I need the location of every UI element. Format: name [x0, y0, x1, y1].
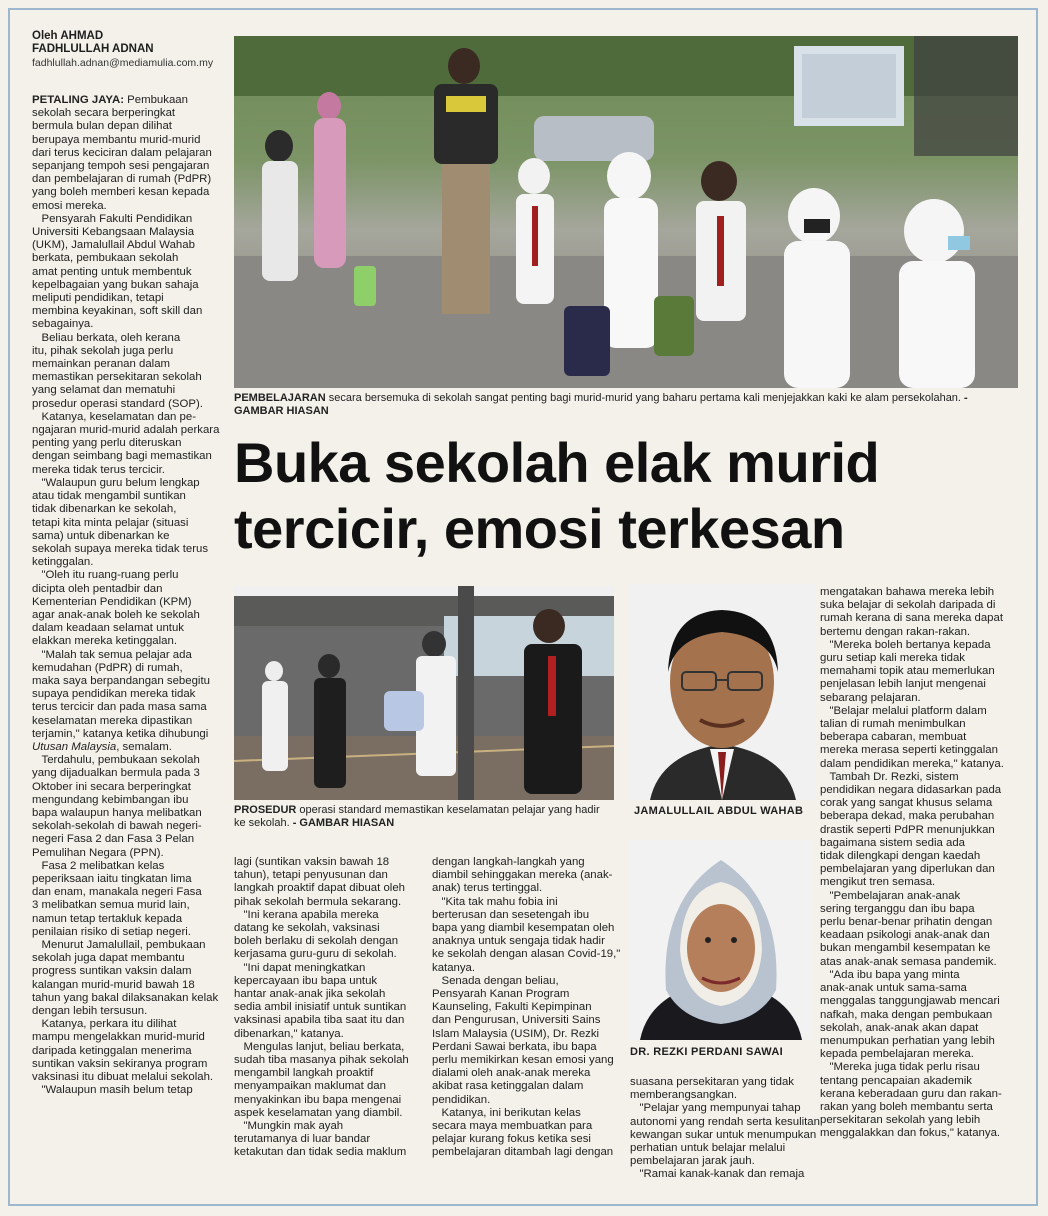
headline: Buka sekolah elak murid tercicir, emosi terkesan	[234, 431, 880, 560]
portrait-rezki	[630, 840, 812, 1040]
portrait-1-name: JAMALULLAIL ABDUL WAHAB	[634, 805, 804, 817]
article-column-1	[32, 94, 228, 1097]
caption-2-credit: - GAMBAR HIASAN	[289, 817, 395, 829]
portrait-2-name: DR. REZKI PERDANI SAWAI	[630, 1046, 783, 1058]
article-column-5: mengatakan bahawa mereka lebih suka belajar di sekolah daripada di rumah kerana di sana mereka dapat bertemu dengan rakan-rakan. "Mereka boleh bertanya kepada guru setiap kali mereka tidak memahami topik atau memerlukan penjelasan lebih lanjut mengenai sebarang pelajaran. "Belajar melalui platform dalam talian di rumah menimbulkan beberapa cabaran, membuat mereka merasa seperti ketinggalan dalam pendidikan mereka," katanya. Tambah Dr. Rezki, sistem pendidikan negara didasarkan pada corak yang sangat khusus selama beberapa dekad, maka perubahan drastik seperti PdPR menunjukkan bagaimana sistem sedia ada tidak dilengkapi dengan kaedah pembelajaran yang diperlukan dan mengikut tren semasa. "Pembelajaran anak-anak sering terganggu dan ibu bapa perlu benar-benar prihatin dengan keadaan psikologi anak-anak dan bukan mengambil kesempatan ke atas anak-anak semasa pandemik. "Ada ibu bapa yang minta anak-anak untuk sama-sama menggalas tanggungjawab mencari nafkah, maka dengan pembukaan sekolah, anak-anak akan dapat menumpukan perhatian yang lebih kepada pembelajaran mereka. "Mereka juga tidak perlu risau tentang pencapaian akademik kerana keberadaan guru dan rakan- rakan yang boleh membantu serta persekitaran sekolah yang lebih menggalakkan dan fokus," katanya.	[820, 586, 1004, 1140]
portrait-man-illustration	[630, 584, 816, 800]
photo-students-illustration	[234, 36, 1018, 388]
col1-text-continued: , semalam. Terdahulu, pembukaan sekolah yang dijadualkan bermula pada 3 Oktober ini secara berperingkat mengundang kebimbangan ibu bapa walaupun hanya melibatkan sekolah-sekolah di bawah negeri- negeri Fasa 2 dan Fasa 3 Pelan Pemulihan Negara (PPN). Fasa 2 melibatkan kelas peperiksaan iaitu tingkatan lima dan enam, manakala negeri Fasa 3 melibatkan semua murid lain, namun tetap tertakluk kepada penilaian risiko di setiap negeri. Menurut Jamalullail, pembukaan sekolah juga dapat membantu progress suntikan vaksin dalam kalangan murid-murid bawah 18 tahun yang bakal dilaksanakan kelak dengan lebih tersusun. Katanya, perkara itu dilihat mampu mengelakkan murid-murid daripada ketinggalan menerima suntikan vaksin sekiranya program vaksinasi itu dibuat melalui sekolah. "Walaupun masih belum tetap	[32, 740, 219, 1097]
article-column-3: dengan langkah-langkah yang diambil sehinggakan mereka (anak- anak) terus tertinggal. "Kita tak mahu fobia ini berterusan dan sesetengah ibu bapa yang diambil kesempatan oleh anaknya untuk sengaja tidak hadir ke sekolah dengan alasan Covid-19," katanya. Senada dengan beliau, Pensyarah Kanan Program Kaunseling, Fakulti Kepimpinan dan Pengurusan, Universiti Sains Islam Malaysia (USIM), Dr. Rezki Perdani Sawai berkata, ibu bapa perlu memikirkan kesan emosi yang dialami oleh anak-anak mereka akibat rasa ketinggalan dalam pendidikan. Katanya, ini berikutan kelas secara maya membuatkan para pelajar kurang fokus ketika sesi pembelajaran ditambah lagi dengan	[432, 856, 621, 1159]
caption-1-credit: - GAMBAR HIASAN	[234, 392, 968, 417]
article-column-4: suasana persekitaran yang tidak memberangsangkan. "Pelajar yang mempunyai tahap autonomi yang rendah serta kesulitan kewangan sukar untuk menumpukan perhatian untuk belajar melalui pembelajaran jarak jauh. "Ramai kanak-kanak dan remaja	[630, 1076, 820, 1181]
photo-2-caption	[234, 804, 614, 830]
portrait-woman-illustration	[630, 840, 812, 1040]
portrait-jamalullail	[630, 584, 816, 800]
byline-email: fadhlullah.adnan@mediamulia.com.my	[32, 57, 214, 69]
photo-1-caption	[234, 392, 1018, 418]
byline-author: Oleh AHMAD FADHLULLAH ADNAN	[32, 30, 154, 55]
caption-1-lead: PEMBELAJARAN	[234, 392, 326, 404]
caption-2-lead: PROSEDUR	[234, 804, 297, 816]
photo-sop-illustration	[234, 586, 614, 800]
photo-students-walking	[234, 36, 1018, 388]
article-column-2: lagi (suntikan vaksin bawah 18 tahun), tetapi penyusunan dan langkah proaktif dapat dibuat oleh pihak sekolah bermula sekarang. "Ini kerana apabila mereka datang ke sekolah, vaksinasi boleh berlaku di sekolah dengan kerjasama guru-guru di sekolah. "Ini dapat meningkatkan kepercayaan ibu bapa untuk hantar anak-anak jika sekolah sedia ambil inisiatif untuk suntikan vaksinasi apabila tiba saat itu dan dibenarkan," katanya. Mengulas lanjut, beliau berkata, sudah tiba masanya pihak sekolah mengambil langkah proaktif menyampaikan maklumat dan menyakinkan ibu bapa mengenai aspek keselamatan yang diambil. "Mungkin mak ayah terutamanya di luar bandar ketakutan dan tidak sedia maklum	[234, 856, 409, 1159]
caption-1-text: secara bersemuka di sekolah sangat penting bagi murid-murid yang baharu pertama kali menjejakkan kaki ke alam persekolahan.	[325, 392, 961, 404]
dateline: PETALING JAYA:	[32, 94, 124, 106]
col1-text: Pembukaan sekolah secara berperingkat bermula bulan depan dilihat berupaya membantu murid-murid dari terus keciciran dalam pelajaran sepanjang tempoh sesi pengajaran dan pembelajaran di rumah (PdPR) yang boleh memberi kesan kepada emosi mereka. Pensyarah Fakulti Pendidikan Universiti Kebangsaan Malaysia (UKM), Jamalullail Abdul Wahab berkata, pembukaan sekolah amat penting untuk membentuk kepelbagaian yang bukan sahaja meliputi pendidikan, tetapi membina keyakinan, soft skill dan sebagainya. Beliau berkata, oleh kerana itu, pihak sekolah juga perlu memainkan peranan dalam memastikan persekitaran sekolah yang selamat dan mematuhi prosedur operasi standard (SOP). Katanya, keselamatan dan pe- ngajaran murid-murid adalah perkara penting yang perlu diteruskan dengan seimbang bagi memastikan mereka tidak terus tercicir. "Walaupun guru belum lengkap atau tidak mengambil suntikan tidak dibenarkan ke sekolah, tetapi kita minta pelajar (situasi sama) untuk dibenarkan ke sekolah supaya mereka tidak terus ketinggalan. "Oleh itu ruang-ruang perlu dicipta oleh pentadbir dan Kementerian Pendidikan (KPM) agar anak-anak boleh ke sekolah dalam keadaan selamat untuk elakkan mereka ketinggalan. "Malah tak semua pelajar ada kemudahan (PdPR) di rumah, maka saya berpandangan sebegitu supaya pendidikan mereka tidak terus tercicir dan pada masa sama keselamatan mereka dipastikan terjamin," katanya ketika dihubungi	[32, 94, 220, 740]
photo-sop-temperature-check	[234, 586, 614, 800]
publication-name: Utusan Malaysia	[32, 740, 117, 753]
caption-2-text: operasi standard memastikan keselamatan pelajar yang hadir ke sekolah.	[234, 804, 600, 829]
